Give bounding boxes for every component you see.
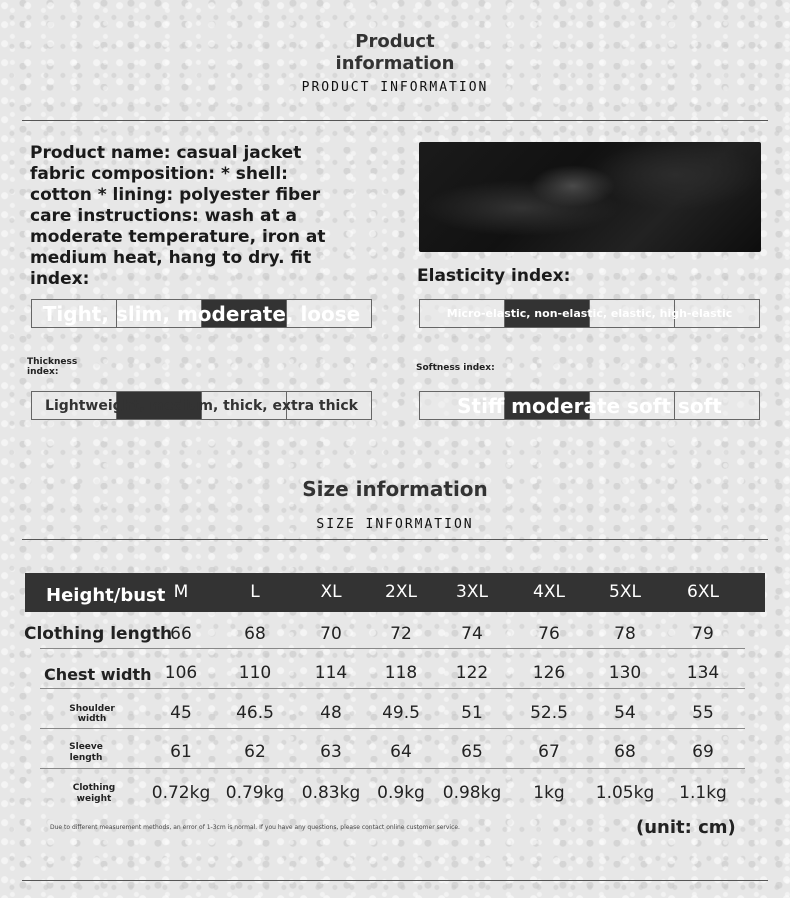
thickness-label: Thickness index: — [27, 357, 78, 377]
row-label-shoulder-width: Shoulder width — [69, 704, 115, 724]
table-cell: 74 — [461, 624, 483, 644]
table-cell: 0.83kg — [301, 783, 361, 803]
fit-index-bar — [31, 299, 372, 328]
table-cell: 51 — [461, 703, 483, 723]
size-col-header: XL — [320, 582, 342, 602]
table-cell: 106 — [164, 663, 198, 683]
elasticity-bar — [419, 299, 760, 328]
table-cell: 130 — [608, 663, 642, 683]
section-divider — [22, 539, 768, 540]
row-label-clothing-weight: Clothing weight — [72, 783, 116, 804]
thickness-options: Lightweight, medium, thick, extra thick — [45, 397, 358, 414]
table-cell: 1.05kg — [595, 783, 655, 803]
row-divider — [40, 768, 745, 769]
section-divider — [22, 120, 768, 121]
size-info-title: Size information — [302, 477, 488, 501]
size-col-header: 4XL — [533, 582, 565, 602]
table-cell: 76 — [538, 624, 560, 644]
size-col-header: M — [173, 582, 189, 602]
table-cell: 55 — [692, 703, 714, 723]
size-col-header: 5XL — [609, 582, 641, 602]
product-description: Product name: casual jacket fabric composition: * shell: cotton * lining: polyester fiber care instructions: wash at a moderate temperature, iron at medium heat, hang to dry. fit index: — [30, 143, 326, 289]
product-info-title-line2: information — [335, 53, 455, 74]
table-cell: 0.79kg — [225, 783, 285, 803]
table-cell: 49.5 — [382, 703, 420, 723]
unit-label: (unit: cm) — [636, 817, 736, 838]
table-cell: 48 — [320, 703, 342, 723]
row-divider — [40, 648, 745, 649]
table-cell: 68 — [244, 624, 266, 644]
table-cell: 68 — [614, 742, 636, 762]
table-cell: 61 — [170, 742, 192, 762]
table-cell: 66 — [170, 624, 192, 644]
row-divider — [40, 728, 745, 729]
fit-index-options: Tight, slim, moderate, loose — [42, 301, 361, 326]
fabric-image — [419, 142, 761, 252]
softness-options: Stiff moderate soft soft — [457, 393, 722, 418]
table-cell: 134 — [686, 663, 720, 683]
table-cell: 72 — [390, 624, 412, 644]
table-cell: 64 — [390, 742, 412, 762]
softness-label: Softness index: — [416, 363, 495, 373]
table-cell: 0.9kg — [377, 783, 425, 803]
table-cell: 1.1kg — [679, 783, 727, 803]
table-cell: 118 — [384, 663, 418, 683]
table-cell: 45 — [170, 703, 192, 723]
size-col-header: 2XL — [385, 582, 417, 602]
row-label-chest-width: Chest width — [44, 665, 152, 684]
row-divider — [40, 688, 745, 689]
size-col-header: 3XL — [456, 582, 488, 602]
table-cell: 52.5 — [530, 703, 568, 723]
table-cell: 126 — [532, 663, 566, 683]
table-cell: 0.98kg — [442, 783, 502, 803]
elasticity-options: Micro-elastic, non-elastic, elastic, high-elastic — [446, 307, 733, 320]
table-cell: 122 — [455, 663, 489, 683]
softness-bar — [419, 391, 760, 420]
table-cell: 67 — [538, 742, 560, 762]
row-label-clothing-length: Clothing length — [24, 624, 173, 644]
size-col-header: L — [250, 582, 260, 602]
table-cell: 0.72kg — [151, 783, 211, 803]
table-cell: 114 — [314, 663, 348, 683]
elasticity-label: Elasticity index: — [417, 266, 571, 286]
table-cell: 46.5 — [236, 703, 274, 723]
table-cell: 65 — [461, 742, 483, 762]
size-table-header-label: Height/bust — [46, 585, 166, 606]
table-cell: 78 — [614, 624, 636, 644]
table-cell: 63 — [320, 742, 342, 762]
table-cell: 70 — [320, 624, 342, 644]
section-divider — [22, 880, 768, 881]
table-cell: 79 — [692, 624, 714, 644]
size-info-subtitle: SIZE INFORMATION — [316, 517, 474, 532]
table-cell: 1kg — [533, 783, 565, 803]
product-info-title-line1: Product — [355, 31, 435, 52]
size-col-header: 6XL — [687, 582, 719, 602]
row-label-sleeve-length: Sleeve length — [69, 742, 103, 763]
thickness-bar — [31, 391, 372, 420]
table-cell: 110 — [238, 663, 272, 683]
table-cell: 62 — [244, 742, 266, 762]
table-cell: 69 — [692, 742, 714, 762]
product-info-subtitle: PRODUCT INFORMATION — [301, 80, 489, 95]
measurement-note: Due to different measurement methods, an error of 1-3cm is normal. If you have any questions, please contact online customer service. — [50, 824, 460, 831]
table-cell: 54 — [614, 703, 636, 723]
